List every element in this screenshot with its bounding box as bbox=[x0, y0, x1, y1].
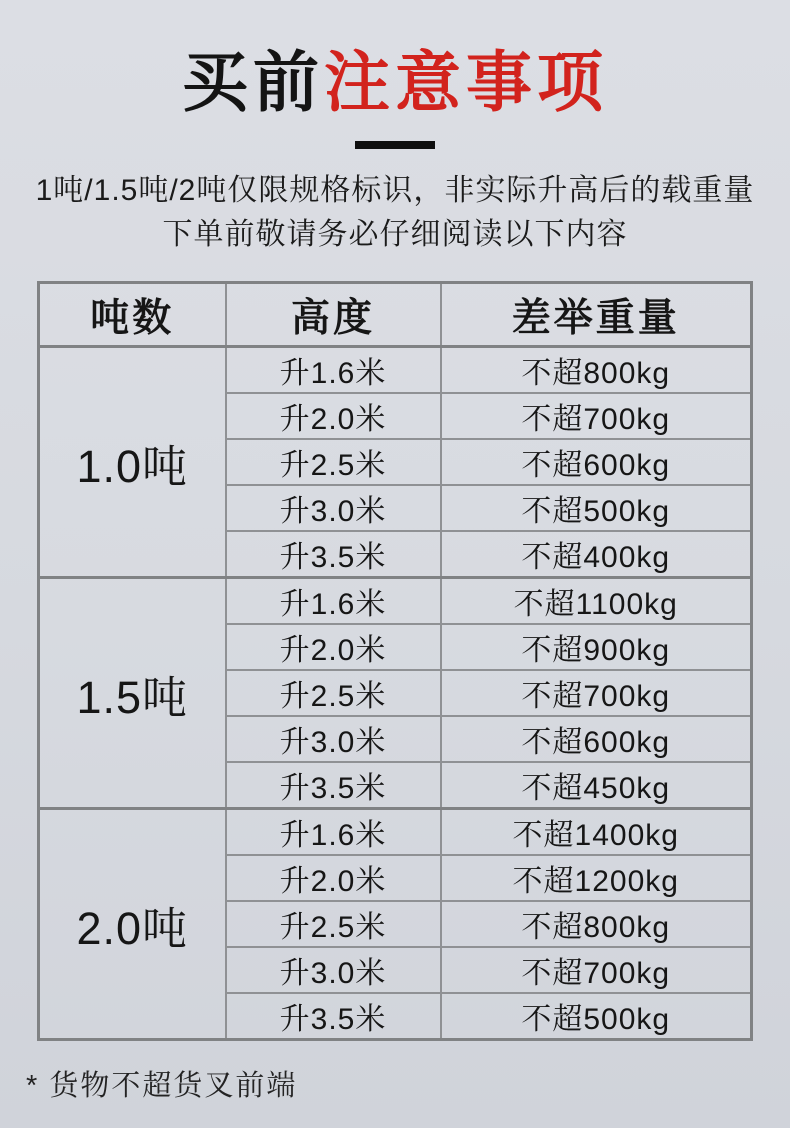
weight-cell: 不超1200kg bbox=[441, 855, 752, 901]
height-cell: 升3.5米 bbox=[226, 531, 441, 578]
tonnage-cell: 1.5吨 bbox=[39, 578, 226, 809]
height-cell: 升2.0米 bbox=[226, 393, 441, 439]
height-cell: 升1.6米 bbox=[226, 347, 441, 394]
subtitle-line-1: 1吨/1.5吨/2吨仅限规格标识，非实际升高后的载重量 bbox=[35, 174, 755, 207]
height-cell: 升3.0米 bbox=[226, 947, 441, 993]
column-header-lift-weight: 差举重量 bbox=[441, 283, 752, 347]
weight-cell: 不超800kg bbox=[441, 901, 752, 947]
height-cell: 升2.0米 bbox=[226, 624, 441, 670]
height-cell: 升3.0米 bbox=[226, 716, 441, 762]
header-row bbox=[39, 283, 752, 347]
weight-cell: 不超1400kg bbox=[441, 809, 752, 856]
weight-cell: 不超600kg bbox=[441, 716, 752, 762]
height-cell: 升1.6米 bbox=[226, 809, 441, 856]
height-cell: 升2.0米 bbox=[226, 855, 441, 901]
page-title-black-part: 买前 bbox=[182, 45, 324, 119]
tonnage-cell: 1.0吨 bbox=[39, 347, 226, 578]
height-cell: 升1.6米 bbox=[226, 578, 441, 625]
column-header-height: 高度 bbox=[226, 283, 441, 347]
weight-cell: 不超500kg bbox=[441, 993, 752, 1040]
spec-table-body bbox=[39, 347, 752, 1040]
page-title bbox=[0, 46, 790, 118]
weight-cell: 不超500kg bbox=[441, 485, 752, 531]
title-underline-bar bbox=[355, 141, 435, 149]
weight-cell: 不超600kg bbox=[441, 439, 752, 485]
notice-header bbox=[0, 0, 790, 256]
table-row bbox=[39, 347, 752, 394]
height-cell: 升2.5米 bbox=[226, 670, 441, 716]
weight-cell: 不超450kg bbox=[441, 762, 752, 809]
weight-cell: 不超800kg bbox=[441, 347, 752, 394]
tonnage-cell: 2.0吨 bbox=[39, 809, 226, 1040]
footnote: * 货物不超货叉前端 bbox=[26, 1070, 298, 1102]
height-cell: 升2.5米 bbox=[226, 901, 441, 947]
weight-cell: 不超700kg bbox=[441, 947, 752, 993]
column-header-tonnage: 吨数 bbox=[39, 283, 226, 347]
height-cell: 升3.5米 bbox=[226, 762, 441, 809]
table-row bbox=[39, 809, 752, 856]
height-cell: 升2.5米 bbox=[226, 439, 441, 485]
height-cell: 升3.5米 bbox=[226, 993, 441, 1040]
spec-table-head bbox=[39, 283, 752, 347]
weight-cell: 不超400kg bbox=[441, 531, 752, 578]
subtitle-line-2: 下单前敬请务必仔细阅读以下内容 bbox=[162, 218, 628, 251]
weight-cell: 不超1100kg bbox=[441, 578, 752, 625]
table-row bbox=[39, 578, 752, 625]
weight-cell: 不超700kg bbox=[441, 393, 752, 439]
page-title-red-part: 注意事项 bbox=[324, 45, 608, 119]
spec-table bbox=[37, 281, 753, 1041]
weight-cell: 不超900kg bbox=[441, 624, 752, 670]
height-cell: 升3.0米 bbox=[226, 485, 441, 531]
weight-cell: 不超700kg bbox=[441, 670, 752, 716]
